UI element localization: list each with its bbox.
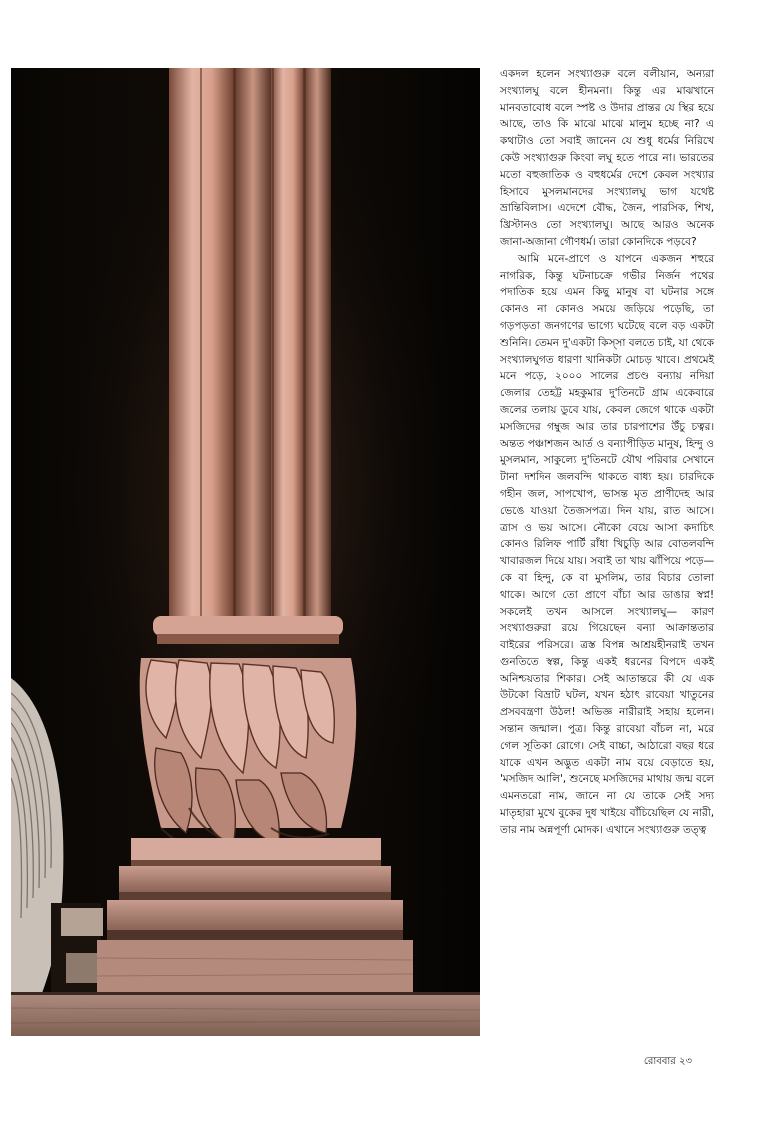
article-text-column — [500, 66, 714, 839]
article-paragraph-2: আমি মনে-প্রাণে ও যাপনে একজন শহুরে নাগরিক, কিন্তু ঘটনাচক্রে গভীর নির্জন পথের পদাতিক হয়ে এমন কিছু মানুষ বা ঘটনার সঙ্গে কোনও না কোনও সময়ে জড়িয়ে পড়েছি, তা গড়পড়তা জনগণের ভাগ্যে ঘটেছে বলে বড় একটা শুনিনি। তেমন দু'একটা কিস্সা বলতে চাই, যা থেকে সংখ্যালঘুগত ধারণা খানিকটা মোচড় খাবে। প্রথমেই মনে পড়ে, ২০০০ সালের প্রচণ্ড বন্যায় নদিয়া জেলার তেহট্ট মহকুমার দু'তিনটে গ্রাম একেবারে জলের তলায় ডুবে যায়, কেবল জেগে থাকে একটা মসজিদের গম্বুজ আর তার চারপাশের উঁচু চত্বর। অন্তত পঞ্চাশজন আর্ত ও বন্যাপীড়িত মানুষ, হিন্দু ও মুসলমান, সাকুল্যে দু'তিনটে যৌথ পরিবার সেখানে টানা দশদিন জলবন্দি থাকতে বাধ্য হয়। চারদিকে গহীন জল, সাপখোপ, ভাসন্ত মৃত প্রাণীদেহ আর ভেঙে যাওয়া তৈজসপত্র। দিন যায়, রাত আসে। ত্রাস ও ভয় আসে। নৌকো বেয়ে আসা কদাচিৎ কোনও রিলিফ পার্টি রাঁধা খিচুড়ি আর বোতলবন্দি খাবারজল দিয়ে যায়। সবাই তা খায় ঝাঁপিয়ে পড়ে— কে বা হিন্দু, কে বা মুসলিম, তার বিচার তোলা থাকে। আগে তো প্রাণে বাঁচা আর ডাঙার স্বপ্ন! সকলেই তখন আসলে সংখ্যালঘু— কারণ সংখ্যাগুরুরা রয়ে গিয়েছেন বন্যা আক্রান্ততার বাইরের পরিসরে। ত্রস্ত বিপন্ন আশ্রয়হীনরাই তখন গুনতিতে স্বল্প, কিন্তু একই ধরনের বিপদে একই অনিশ্চয়তার শিকার। সেই আতান্তরে কী যে এক উটকো বিভ্রাট ঘটল, যখন হঠাৎ রাবেয়া খাতুনের প্রসববন্ত্রণা উঠল! অভিজ্ঞ নারীরাই সহায় হলেন। সন্তান জন্মাল। পুত্র। কিন্তু রাবেয়া বাঁচল না, মরে গেল সূতিকা রোগে। সেই বাচ্চা, আঠারো বছর ধরে যাকে এখন অদ্ভুত একটা নাম বয়ে বেড়াতে হয়, 'মসজিদ আলি', শুনেছে মসজিদের মাথায় জন্ম বলে এমনতরো নাম, জানে না যে তাকে সেই সদ্য মাতৃহারা মুখে বুকের দুধ খাইয়ে বাঁচিয়েছিল যে নারী, তার নাম অন্নপূর্ণা মোদক। এখানে সংখ্যাগুরু তত্ত্ব — [500, 251, 714, 836]
pillar-photo — [11, 68, 480, 1036]
pillar-illustration — [11, 68, 480, 1036]
page-footer-label: রোববার ২৩ — [643, 1056, 692, 1067]
article-paragraph-1: একদল হলেন সংখ্যাগুরু বলে বলীয়ান, অন্যরা সংখ্যালঘু বলে হীনমনা। কিন্তু এর মাঝখানে মানবতাবোধ বলে স্পষ্ট ও উদার প্রান্তর যে স্থির হয়ে আছে, তাও কি মাঝে মাঝে মালুম হচ্ছে না? এ কথাটাও তো সবাই জানেন যে শুধু ধর্মের নিরিখে কেউ সংখ্যাগুরু কিংবা লঘু হতে পারে না। ভারতের মতো বহুজাতিক ও বহুধর্মের দেশে কেবল সংখ্যার হিসাবে মুসলমানদের সংখ্যালঘু ভাগ যথেষ্ট ভ্রান্তিবিলাস। এদেশে বৌদ্ধ, জৈন, পারসিক, শিখ, খ্রিস্টানও তো সংখ্যালঘু। আছে আরও অনেক জানা-অজানা গৌণধর্ম। তারা কোনদিকে পড়বে? — [500, 67, 714, 248]
